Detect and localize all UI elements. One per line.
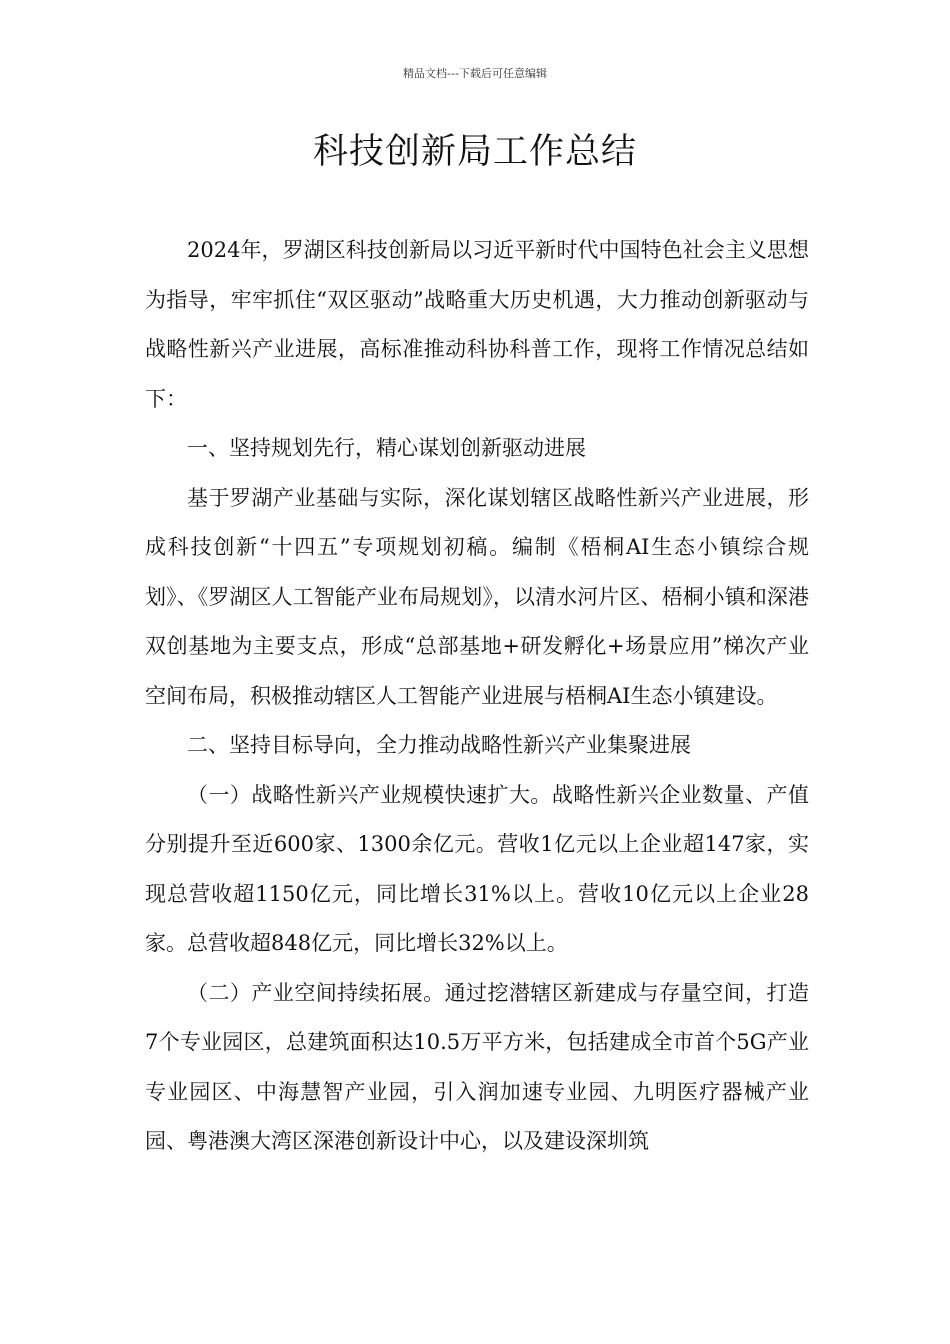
paragraph-industry-space: （二）产业空间持续拓展。通过挖潜辖区新建成与存量空间，打造7个专业园区，总建筑面积达10.5万平方米，包括建成全市首个5G产业专业园区、中海慧智产业园，引入润加速专业园、九明医疗器械产业园、粤港澳大湾区深港创新设计中心，以及建设深圳筑 [145,980,809,1153]
paragraph-planning: 基于罗湖产业基础与实际，深化谋划辖区战略性新兴产业进展，形成科技创新“十四五”专项规划初稿。编制《梧桐AI生态小镇综合规划》、《罗湖区人工智能产业布局规划》，以清水河片区、梧桐小镇和深港双创基地为主要支点，形成“总部基地+研发孵化+场景应用”梯次产业空间布局，积极推动辖区人工智能产业进展与梧桐AI生态小镇建设。 [145,485,809,708]
paragraph-intro: 2024年，罗湖区科技创新局以习近平新时代中国特色社会主义思想为指导，牢牢抓住“双区驱动”战略重大历史机遇，大力推动创新驱动与战略性新兴产业进展，高标准推动科协科普工作，现将工作情况总结如下： [145,238,809,411]
paragraph-industry-scale: （一）战略性新兴产业规模快速扩大。战略性新兴企业数量、产值分别提升至近600家、1300余亿元。营收1亿元以上企业超147家，实现总营收超1150亿元，同比增长31%以上。营收10亿元以上企业28家。总营收超848亿元，同比增长32%以上。 [145,782,809,955]
page-header: 精品文档---下载后可任意编辑 [403,67,547,80]
section-heading-2: 二、坚持目标导向，全力推动战略性新兴产业集聚进展 [187,733,691,757]
document-body [145,226,809,1167]
section-heading-1: 一、坚持规划先行，精心谋划创新驱动进展 [187,436,586,460]
document-title: 科技创新局工作总结 [312,132,637,172]
